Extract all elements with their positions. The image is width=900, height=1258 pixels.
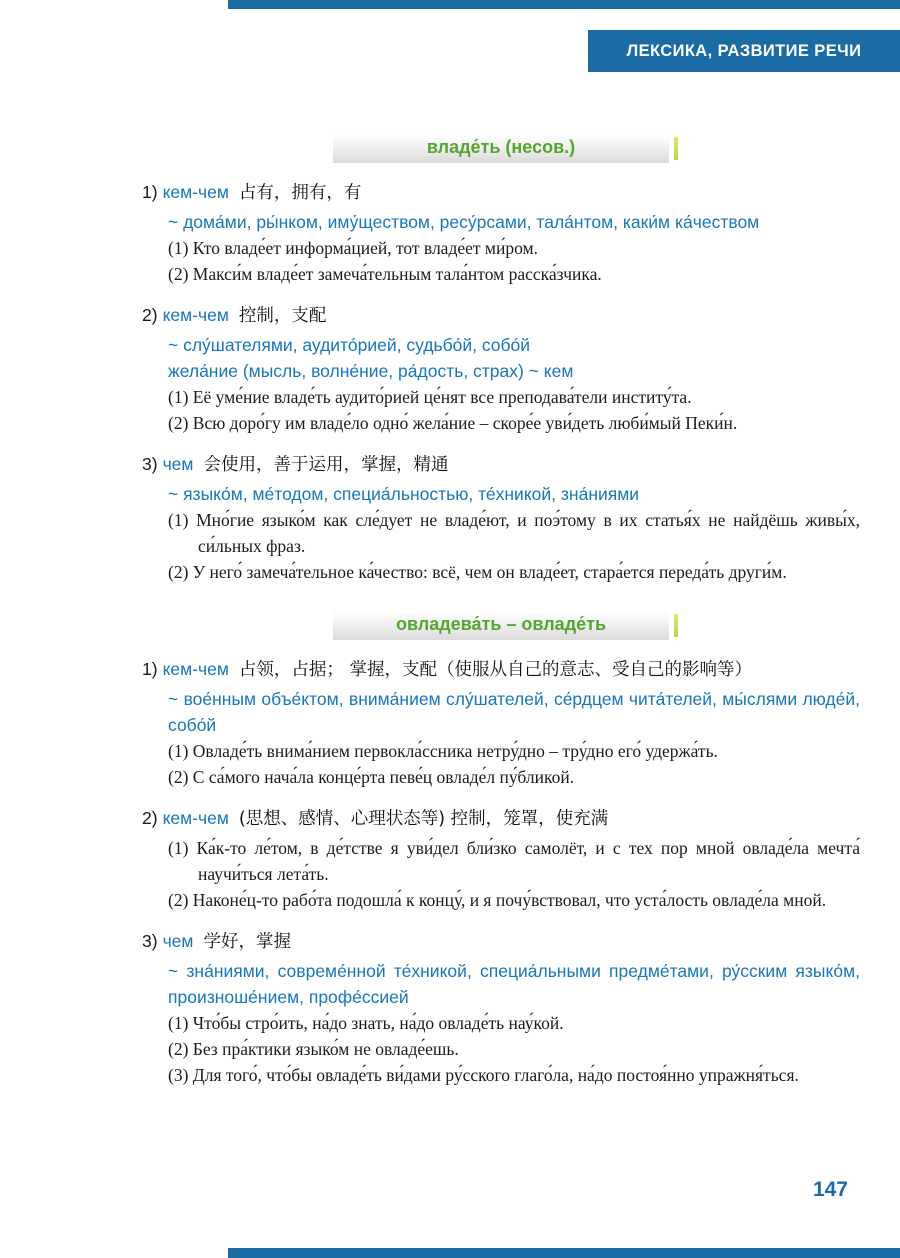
- dictionary-entry: [142, 451, 860, 585]
- collocation-line: ~ слу́шателями, аудито́рией, судьбо́й, собо́й: [168, 335, 531, 355]
- dictionary-entry: [142, 656, 860, 790]
- entry-number: 2): [142, 808, 158, 828]
- entry-number: 1): [142, 182, 158, 202]
- example-sentence: (1) Её уме́ние владе́ть аудито́рией це́нят все преподава́тели институ́та.: [168, 387, 692, 407]
- entry-translation-cn: 控制，支配: [238, 306, 327, 326]
- example-sentence: (1) Овладе́ть внима́нием первокла́ссника нетру́дно – тру́дно его́ удержа́ть.: [168, 741, 718, 761]
- entry-head: [142, 656, 860, 683]
- entry-number: 3): [142, 931, 158, 951]
- entry-head: [142, 451, 860, 478]
- example-sentence: (3) Для того́, что́бы овладе́ть ви́дами ру́сского глаго́ла, на́до постоя́нно упражня́ться.: [168, 1065, 799, 1085]
- entry-translation-cn: 会使用，善于运用，掌握，精通: [203, 455, 449, 475]
- section-heading: владе́ть (несов.): [333, 134, 669, 163]
- dictionary-section: [142, 134, 860, 585]
- entry-government: кем-чем: [162, 182, 229, 202]
- example-sentence: (2) Наконе́ц-то рабо́та подошла́ к концу́, и я почу́вствовал, что уста́лость овладе́ла мной.: [168, 890, 827, 910]
- example-sentence: (2) С са́мого нача́ла конце́рта певе́ц овладе́л пу́бликой.: [168, 767, 575, 787]
- example-sentence: (2) У него́ замеча́тельное ка́чество: всё, чем он владе́ет, стара́ется переда́ть други́м.: [168, 562, 787, 582]
- example-sentence: (1) Ка́к-то ле́том, в де́тстве я уви́дел бли́зко самолёт, и с тех пор мной овладе́ла мечта́ научи́ться лета́ть.: [168, 838, 860, 884]
- collocation-line: ~ зна́ниями, совреме́нной те́хникой, специа́льными предме́тами, ру́сским языко́м, произноше́нием, профе́ссией: [168, 961, 860, 1007]
- collocation-line: ~ языко́м, ме́тодом, специа́льностью, те́хникой, зна́ниями: [168, 484, 640, 504]
- example-sentence: (2) Без пра́ктики языко́м не овладе́ешь.: [168, 1039, 459, 1059]
- entry-translation-cn: 占有，拥有，有: [238, 183, 362, 203]
- section-heading: овладева́ть – овладе́ть: [333, 611, 669, 640]
- dictionary-entry: [142, 302, 860, 436]
- entry-government: кем-чем: [162, 659, 229, 679]
- chapter-header-band: [588, 30, 900, 72]
- dictionary-entry: [142, 179, 860, 287]
- collocation-line: ~ дома́ми, ры́нком, иму́ществом, ресу́рсами, тала́нтом, каки́м ка́чеством: [168, 212, 760, 232]
- entry-head: [142, 302, 860, 329]
- collocation-line: ~ вое́нным объе́ктом, внима́нием слу́шателей, се́рдцем чита́телей, мы́слями люде́й, собо́й: [168, 689, 860, 735]
- example-sentence: (1) Что́бы стро́ить, на́до знать, на́до овладе́ть нау́кой.: [168, 1013, 564, 1033]
- dictionary-entry: [142, 928, 860, 1088]
- page-number: 147: [812, 1178, 848, 1201]
- dictionary-section: [142, 611, 860, 1088]
- collocation-line: жела́ние (мысль, волне́ние, ра́дость, страх) ~ кем: [168, 361, 574, 381]
- top-accent-strip: [228, 0, 900, 9]
- entry-number: 1): [142, 659, 158, 679]
- example-sentence: (2) Макси́м владе́ет замеча́тельным тала́нтом расска́зчика.: [168, 264, 602, 284]
- chapter-header-title: ЛЕКСИКА, РАЗВИТИЕ РЕЧИ: [626, 41, 862, 60]
- dictionary-content: [142, 134, 860, 1103]
- entry-government: чем: [162, 454, 194, 474]
- entry-government: чем: [162, 931, 194, 951]
- dictionary-entry: [142, 805, 860, 913]
- entry-translation-cn: 占领，占据； 掌握，支配（使服从自己的意志、受自己的影响等）: [238, 660, 752, 680]
- entry-government: кем-чем: [162, 305, 229, 325]
- example-sentence: (1) Мно́гие языко́м как сле́дует не владе́ют, и поэ́тому в их статья́х не найдёшь живы́х, си́льных фраз.: [168, 510, 860, 556]
- example-sentence: (2) Всю доро́гу им владе́ло одно́ жела́ние – скоре́е уви́деть люби́мый Пеки́н.: [168, 413, 738, 433]
- entry-number: 2): [142, 305, 158, 325]
- entry-head: [142, 179, 860, 206]
- entry-translation-cn: 学好，掌握: [203, 932, 291, 952]
- example-sentence: (1) Кто владе́ет информа́цией, тот владе́ет ми́ром.: [168, 238, 538, 258]
- entry-head: [142, 928, 860, 955]
- bottom-accent-strip: [228, 1248, 900, 1258]
- entry-head: [142, 805, 860, 832]
- entry-translation-cn: (思想、感情、心理状态等) 控制，笼罩，使充满: [238, 809, 609, 829]
- entry-number: 3): [142, 454, 158, 474]
- entry-government: кем-чем: [162, 808, 229, 828]
